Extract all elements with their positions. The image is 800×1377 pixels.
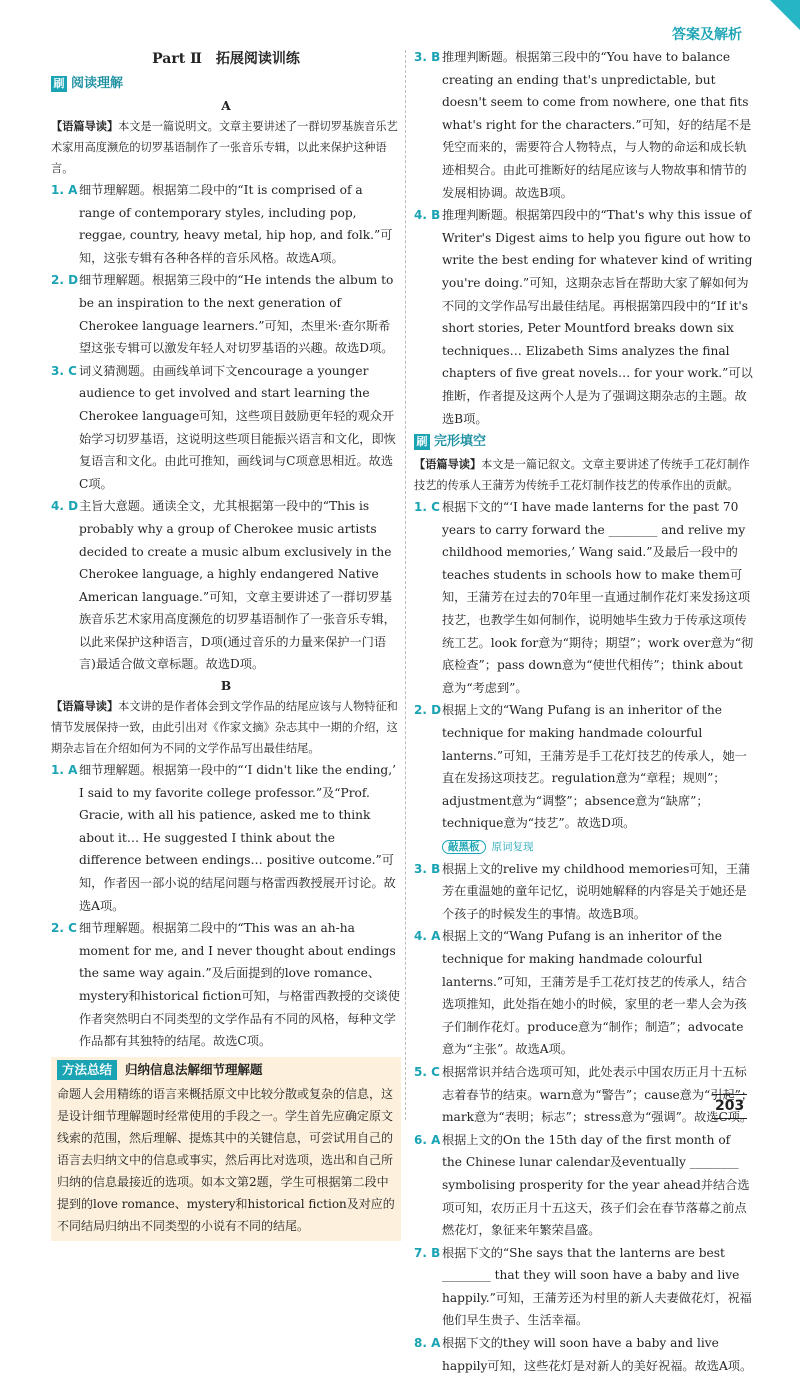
answer-item: 2. C 细节理解题。根据第二段中的“This was an ah-ha moment for me, and I never thought about endings the same way again.”及后面提到的love romance、mystery和historical fiction可知，与格雷西教授的交谈使作者突然明白不同类型的文学作品有不同的风格，每种文学作品都有其独特的结尾。故选C项。 bbox=[51, 921, 400, 1049]
answer-item: 4. A 根据上文的“Wang Pufang is an inheritor of the technique for making handmade colourful lanterns.”可知，王蒲芳是手工花灯技艺的传承人，结合选项推知，此处指在她小的时候，家里的老一辈人会为孩子们制作花灯。produce意为“制作；制造”；advocate意为“主张”。故选A项。 bbox=[414, 929, 747, 1057]
answer-item: 1. C 根据下文的“‘I have made lanterns for the past 70 years to carry forward the ________ and relive my childhood memories,’ Wang said.”及最后一段中的teaches students in schools how to make them可知，王蒲芳在过去的70年里一直通过制作花灯来发扬这项技艺，也教学生如何制作，说明她毕生致力于传承这项传统工艺。look for意为“期待；期望”；work over意为“彻底检查”；pass down意为“使世代相传”；think about意为“考虑到”。 bbox=[414, 500, 754, 695]
answer-item: 7. B 根据下文的“She says that the lanterns are best ________ that they will soon have a baby and live happily.”可知，王蒲芳还为村里的新人夫妻做花灯，祝福他们早生贵子、生活幸福。 bbox=[414, 1245, 752, 1328]
part-title: Part Ⅱ 拓展阅读训练 bbox=[152, 51, 300, 67]
answer-item: 1. A 细节理解题。根据第一段中的“‘I didn't like the ending,’ I said to my favorite college professor.”及“Prof. Gracie, with all his patience, asked me to think about it… He suggested I think about the difference between endings… positive outcome.”可知，作者因一部小说的结尾问题与格雷西教授展开讨论。故选A项。 bbox=[51, 763, 396, 913]
answer-item: 4. D 主旨大意题。通读全文，尤其根据第一段中的“This is probably why a group of Cherokee music artists decided to create a music album exclusively in the Cherokee language, a highly endangered Native American language.”可知，文章主要讲述了一群切罗基族音乐艺术家用高度濒危的切罗基语制作了一张音乐专辑，以此来保护这种语言，D项(通过音乐的力量来保护一门语言)最适合做文章标题。故选D项。 bbox=[51, 499, 396, 672]
passage-a-answers bbox=[51, 179, 401, 676]
answer-item: 3. C 词义猜测题。由画线单词下文encourage a younger audience to get involved and start learning the Cherokee language可知，这些项目鼓励更年轻的观众开始学习切罗基语，这说明这些项目能振兴语言和文化，即恢复语言和文化。由此可推知，画线词与C项意思相近。故选C项。 bbox=[51, 363, 396, 491]
key-note bbox=[442, 839, 534, 855]
method-title: 归纳信息法解细节理解题 bbox=[125, 1061, 263, 1077]
answer-item: 3. B 推理判断题。根据第三段中的“You have to balance creating an ending that's unpredictable, but doesn't seem to come from nowhere, one that fits what's right for the characters.”可知，好的结尾不是凭空而来的，需要符合人物特点，与人物的命运和成长轨迹相契合。由此可推断好的结尾应该与人物故事和情节的发展相协调。故选B项。 bbox=[414, 50, 752, 200]
header-label: 答案及解析 bbox=[672, 27, 742, 43]
passage-label-a: A bbox=[221, 99, 231, 113]
answer-item: 3. B 根据上文的relive my childhood memories可知，王蒲芳在重温她的童年记忆，说明她解释的内容是关于她还是个孩子的时候发生的事情。故选B项。 bbox=[414, 861, 751, 921]
brush-badge-icon: 刷 bbox=[51, 76, 67, 92]
answer-item: 5. C 根据常识并结合选项可知，此处表示中国农历正月十五标志着春节的结束。warn意为“警告”；cause意为“引起”；mark意为“表明；标志”；stress意为“强调”。故选C项。 bbox=[414, 1064, 754, 1125]
note-tag: 敲黑板 bbox=[442, 840, 486, 854]
note-text: 原词复现 bbox=[491, 841, 534, 853]
cloze-guide: 【语篇导读】本文是一篇记叙文。文章主要讲述了传统手工花灯制作技艺的传承人王蒲芳为传统手工花灯制作技艺的传承作出的贡献。 bbox=[414, 458, 750, 493]
page-number: 203 bbox=[712, 1094, 747, 1119]
right-column bbox=[414, 0, 754, 1377]
passage-b-guide: 【语篇导读】本文讲的是作者体会到文学作品的结尾应该与人物特征和情节发展保持一致，由此引出对《作家文摘》杂志其中一期的介绍，这期杂志旨在介绍如何为不同的文学作品写出最佳结尾。 bbox=[51, 700, 398, 756]
passage-label-b: B bbox=[220, 679, 232, 694]
left-column bbox=[51, 0, 401, 1241]
section-title: 阅读理解 bbox=[71, 75, 124, 91]
method-tag: 方法总结 bbox=[57, 1060, 117, 1080]
brush-badge-icon: 刷 bbox=[414, 434, 430, 450]
section-heading-cloze bbox=[414, 430, 754, 454]
answer-item: 2. D 细节理解题。根据第三段中的“He intends the album to be an inspiration to the next generation of Cherokee language learners.”可知，杰里米·查尔斯希望这张专辑可以激发年轻人对切罗基语的兴趣。故选D项。 bbox=[51, 273, 394, 356]
column-divider bbox=[405, 50, 406, 1120]
section-heading-reading bbox=[51, 72, 401, 96]
method-summary-box bbox=[51, 1057, 401, 1241]
cloze-title: 完形填空 bbox=[434, 433, 487, 449]
answer-item: 4. B 推理判断题。根据第四段中的“That's why this issue of Writer's Digest aims to help you figure out how to write the best ending for whatever kind of writing you're doing.”可知，这期杂志旨在帮助大家了解如何为不同的文学作品写出最佳结尾。再根据第四段中的“If it's short stories, Peter Mountford breaks down six techniques… Elizabeth Sims analyzes the final chapters of five great novels… for your work.”可以推断，作者提及这两个人是为了强调这期杂志的主题。故选B项。 bbox=[414, 208, 753, 426]
passage-a-guide: 【语篇导读】本文是一篇说明文。文章主要讲述了一群切罗基族音乐艺术家用高度濒危的切罗基语制作了一张音乐专辑，以此来保护这种语言。 bbox=[51, 120, 398, 175]
corner-decoration bbox=[770, 0, 800, 30]
answer-item: 8. A 根据下文的they will soon have a baby and live happily可知，这些花灯是对新人的美好祝福。故选A项。 bbox=[414, 1336, 753, 1373]
answer-item: 2. D 根据上文的“Wang Pufang is an inheritor of the technique for making handmade colourful lanterns.”可知，王蒲芳是手工花灯技艺的传承人，她一直在发扬这项技艺。regulation意为“章程；规则”；adjustment意为“调整”；absence意为“缺席”；technique意为“技艺”。故选D项。 bbox=[414, 703, 747, 831]
passage-b-answers bbox=[51, 759, 401, 1053]
method-text: 命题人会用精练的语言来概括原文中比较分散或复杂的信息，这是设计细节理解题时经常使用的手段之一。学生首先应确定原文线索的范围，然后理解、提炼其中的关键信息，可尝试用自己的语言去归纳文中的信息或事实，然后再比对选项，选出和自己所归纳的信息最接近的选项。如本文第2题，学生可根据第二段中提到的love romance、mystery和historical fiction及对应的不同结局归纳出不同类型的小说有不同的结尾。 bbox=[57, 1086, 395, 1233]
answer-item: 6. A 根据上文的On the 15th day of the first month of the Chinese lunar calendar及eventually ________ symbolising prosperity for the year ahead并结合选项可知，农历正月十五这天，孩子们会在春节落幕之前点燃花灯，象征来年繁荣昌盛。 bbox=[414, 1132, 750, 1238]
answer-item: 1. A 细节理解题。根据第二段中的“It is comprised of a range of contemporary styles, including pop, reggae, country, heavy metal, hip hop, and folk.”可知，这张专辑有各种各样的音乐风格。故选A项。 bbox=[51, 183, 393, 265]
